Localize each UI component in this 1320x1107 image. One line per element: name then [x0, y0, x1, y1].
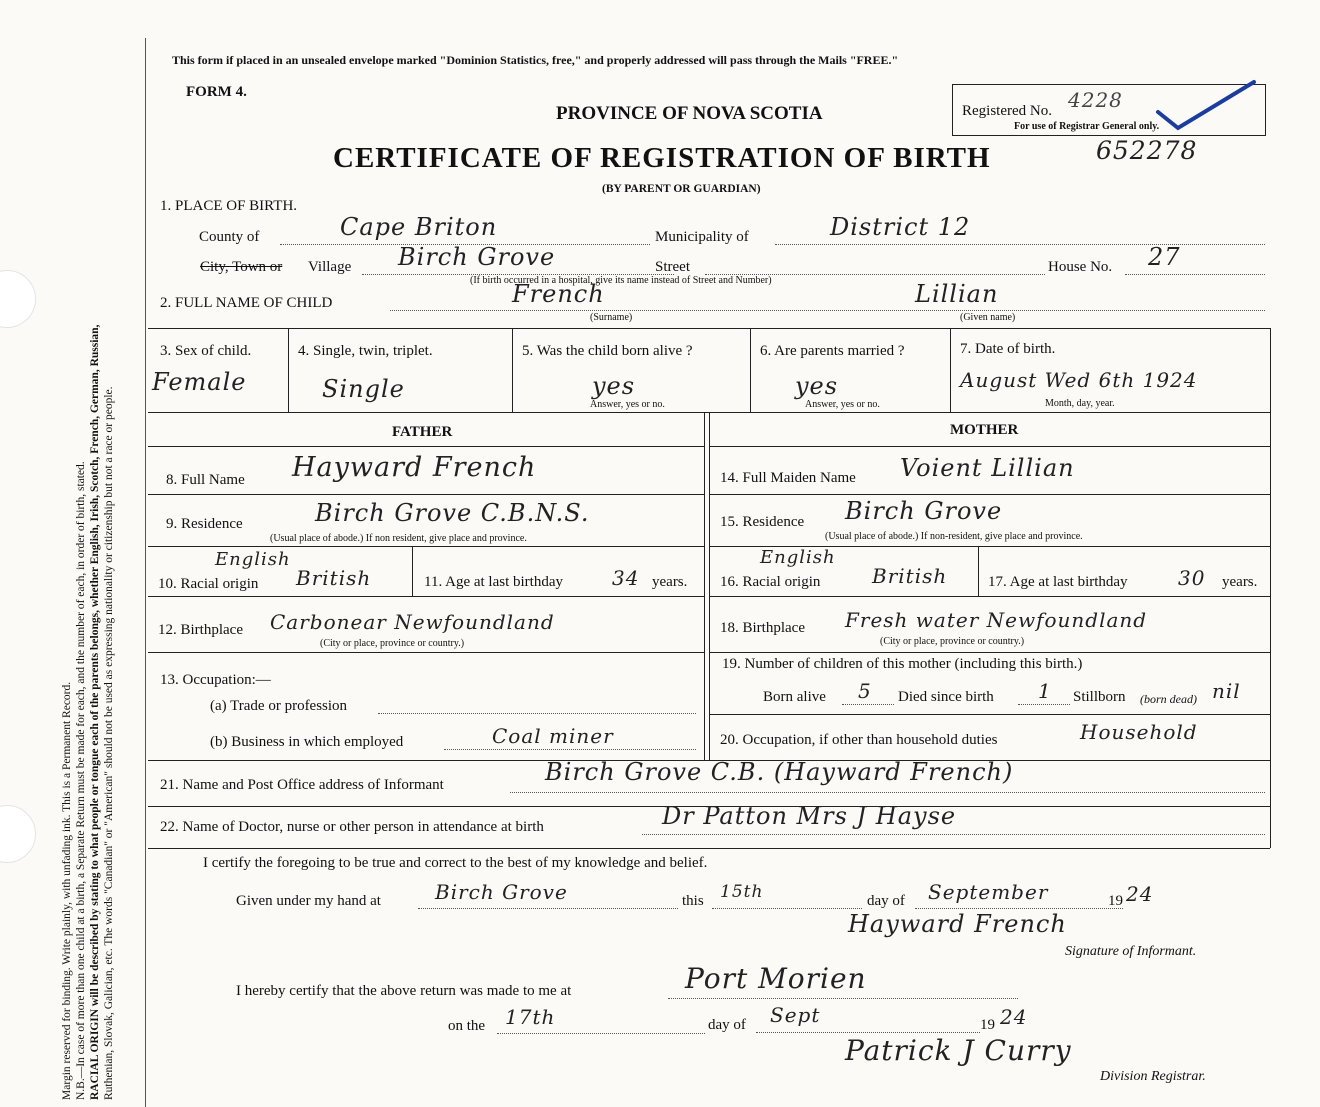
dob-caption: Month, day, year.	[1045, 398, 1115, 409]
hospital-note: (If birth occurred in a hospital, give its name instead of Street and Number)	[470, 275, 772, 286]
registrar-month-value: Sept	[770, 1003, 821, 1027]
binding-hole-top	[0, 270, 36, 328]
married-caption: Answer, yes or no.	[805, 399, 880, 410]
margin-note-3: RACIAL ORIGIN will be described by stating to what people or tongue each of the parents belongs, whether English, Irish, Scotch, French, German, Russian,	[89, 324, 101, 1100]
certify-text: I certify the foregoing to be true and correct to the best of my knowledge and belief.	[203, 855, 708, 871]
day-of-label: day of	[867, 893, 905, 909]
father-residence-label: 9. Residence	[166, 516, 243, 532]
on-the-label: on the	[448, 1018, 486, 1034]
trade-label: (a) Trade or profession	[210, 698, 348, 714]
given-year-prefix: 19	[1108, 893, 1123, 909]
given-caption: (Given name)	[960, 312, 1016, 323]
father-occupation-label: 13. Occupation:—	[160, 672, 271, 688]
died-label: Died since birth	[898, 689, 994, 705]
sex-label: 3. Sex of child.	[160, 343, 252, 359]
given-under-label: Given under my hand at	[236, 893, 381, 909]
father-racial-value: British	[296, 566, 372, 590]
doctor-label: 22. Name of Doctor, nurse or other person in attendance at birth	[160, 819, 544, 835]
county-value: Cape Briton	[340, 213, 498, 241]
place-of-birth-heading: 1. PLACE OF BIRTH.	[160, 198, 298, 214]
surname-caption: (Surname)	[590, 312, 633, 323]
given-day-value: 15th	[720, 882, 764, 902]
municipality-value: District 12	[830, 213, 971, 241]
married-value: yes	[795, 372, 839, 400]
father-birthplace-value: Carbonear Newfoundland	[270, 610, 555, 634]
informant-signature: Hayward French	[848, 910, 1067, 938]
registrar-caption: Division Registrar.	[1100, 1069, 1206, 1084]
street-label: Street	[655, 259, 690, 275]
alive-caption: Answer, yes or no.	[590, 399, 665, 410]
father-name-label: 8. Full Name	[166, 472, 245, 488]
margin-rule	[145, 38, 146, 1107]
binding-hole-bottom	[0, 805, 36, 863]
registered-number: 4228	[1068, 88, 1123, 112]
form-number: FORM 4.	[186, 84, 247, 100]
given-place-value: Birch Grove	[435, 880, 568, 904]
children-count-label: 19. Number of children of this mother (including this birth.)	[722, 656, 1083, 672]
doctor-value: Dr Patton Mrs J Hayse	[662, 802, 957, 830]
child-given-name: Lillian	[915, 280, 999, 308]
house-label: House No.	[1048, 259, 1113, 275]
father-racial-note: English	[215, 549, 291, 570]
business-label: (b) Business in which employed	[210, 734, 404, 750]
page-subtitle: (BY PARENT OR GUARDIAN)	[602, 183, 761, 195]
alive-value: yes	[592, 372, 636, 400]
alive-label: 5. Was the child born alive ?	[522, 343, 693, 359]
father-heading: FATHER	[392, 424, 453, 440]
sex-value: Female	[152, 368, 247, 396]
page-title: CERTIFICATE OF REGISTRATION OF BIRTH	[333, 142, 991, 174]
mother-birthplace-value: Fresh water Newfoundland	[845, 608, 1148, 632]
margin-note-4: Ruthenian, Slovak, Galician, etc. The words "Canadian" or "American" should not be used as expressing nationality or citizenship but not a race or people.	[103, 386, 115, 1100]
margin-note-1: Margin reserved for binding. Write plainly, with unfading ink. This is a Permanent Record.	[61, 681, 73, 1100]
father-birthplace-caption: (City or place, province or country.)	[320, 638, 465, 649]
mother-birthplace-label: 18. Birthplace	[720, 620, 805, 636]
mother-heading: MOTHER	[950, 422, 1019, 438]
mother-racial-label: 16. Racial origin	[720, 574, 821, 590]
single-value: Single	[322, 375, 405, 403]
father-age-label: 11. Age at last birthday	[424, 574, 563, 590]
registrar-place-value: Port Morien	[685, 962, 867, 995]
child-surname: French	[512, 280, 605, 308]
margin-notes	[60, 40, 116, 1100]
father-age-value: 34	[612, 566, 640, 590]
dob-label: 7. Date of birth.	[960, 341, 1056, 357]
father-residence-value: Birch Grove C.B.N.S.	[315, 499, 590, 527]
village-value: Birch Grove	[398, 243, 556, 271]
municipality-label: Municipality of	[655, 229, 749, 245]
city-town-struck: City, Town or	[200, 259, 283, 275]
registrar-day-of-label: day of	[708, 1017, 746, 1033]
given-year-value: 24	[1126, 882, 1154, 906]
registered-label: Registered No.	[962, 103, 1052, 119]
mother-birthplace-caption: (City or place, province or country.)	[880, 636, 1025, 647]
checkmark-icon	[1150, 76, 1260, 136]
mother-residence-value: Birch Grove	[845, 497, 1003, 525]
mother-occupation-label: 20. Occupation, if other than household duties	[720, 732, 998, 748]
stillborn-value: nil	[1212, 679, 1241, 703]
mother-name-value: Voient Lillian	[900, 454, 1075, 482]
born-alive-label: Born alive	[763, 689, 826, 705]
informant-label: 21. Name and Post Office address of Informant	[160, 777, 444, 793]
mother-age-years: years.	[1222, 574, 1258, 590]
mother-occupation-value: Household	[1080, 720, 1198, 744]
mother-racial-value: British	[872, 564, 948, 588]
stillborn-label: Stillborn	[1073, 689, 1126, 705]
father-birthplace-label: 12. Birthplace	[158, 622, 243, 638]
stillborn-note: (born dead)	[1140, 692, 1197, 706]
mother-name-label: 14. Full Maiden Name	[720, 470, 856, 486]
certificate-number: 652278	[1096, 136, 1198, 165]
registrar-note: For use of Registrar General only.	[1014, 121, 1160, 132]
dob-value: August Wed 6th 1924	[960, 368, 1198, 392]
signature-caption: Signature of Informant.	[1065, 944, 1197, 959]
mother-abode-caption: (Usual place of abode.) If non-resident, give place and province.	[825, 531, 1083, 542]
house-value: 27	[1148, 243, 1181, 271]
province-heading: PROVINCE OF NOVA SCOTIA	[556, 103, 823, 124]
registrar-year-value: 24	[1000, 1005, 1028, 1029]
born-alive-value: 5	[858, 679, 872, 703]
single-label: 4. Single, twin, triplet.	[298, 343, 433, 359]
mother-age-label: 17. Age at last birthday	[988, 574, 1128, 590]
margin-note-2: N.B.—In case of more than one child at a birth, a Separate Return must be made for each, and the number of each, in order of birth, stated.	[75, 461, 87, 1100]
died-value: 1	[1038, 679, 1052, 703]
mother-age-value: 30	[1178, 566, 1206, 590]
mother-residence-label: 15. Residence	[720, 514, 805, 530]
married-label: 6. Are parents married ?	[760, 343, 905, 359]
business-value: Coal miner	[492, 724, 614, 748]
registrar-day-value: 17th	[505, 1005, 556, 1029]
registrar-year-prefix: 19	[980, 1017, 995, 1033]
child-name-label: 2. FULL NAME OF CHILD	[160, 295, 333, 311]
registrar-text: I hereby certify that the above return was made to me at	[236, 983, 572, 999]
this-label: this	[682, 893, 704, 909]
registrar-signature: Patrick J Curry	[845, 1034, 1072, 1067]
informant-value: Birch Grove C.B. (Hayward French)	[545, 758, 1014, 786]
village-label: Village	[308, 259, 352, 275]
mail-note: This form if placed in an unsealed envelope marked "Dominion Statistics, free," and properly addressed will pass through the Mails "FREE."	[172, 53, 899, 67]
county-label: County of	[199, 229, 260, 245]
mother-racial-note: English	[760, 547, 836, 568]
father-name-value: Hayward French	[292, 452, 537, 483]
father-racial-label: 10. Racial origin	[158, 576, 259, 592]
given-month-value: September	[928, 880, 1049, 904]
father-age-years: years.	[652, 574, 688, 590]
father-abode-caption: (Usual place of abode.) If non resident, give place and province.	[270, 533, 527, 544]
